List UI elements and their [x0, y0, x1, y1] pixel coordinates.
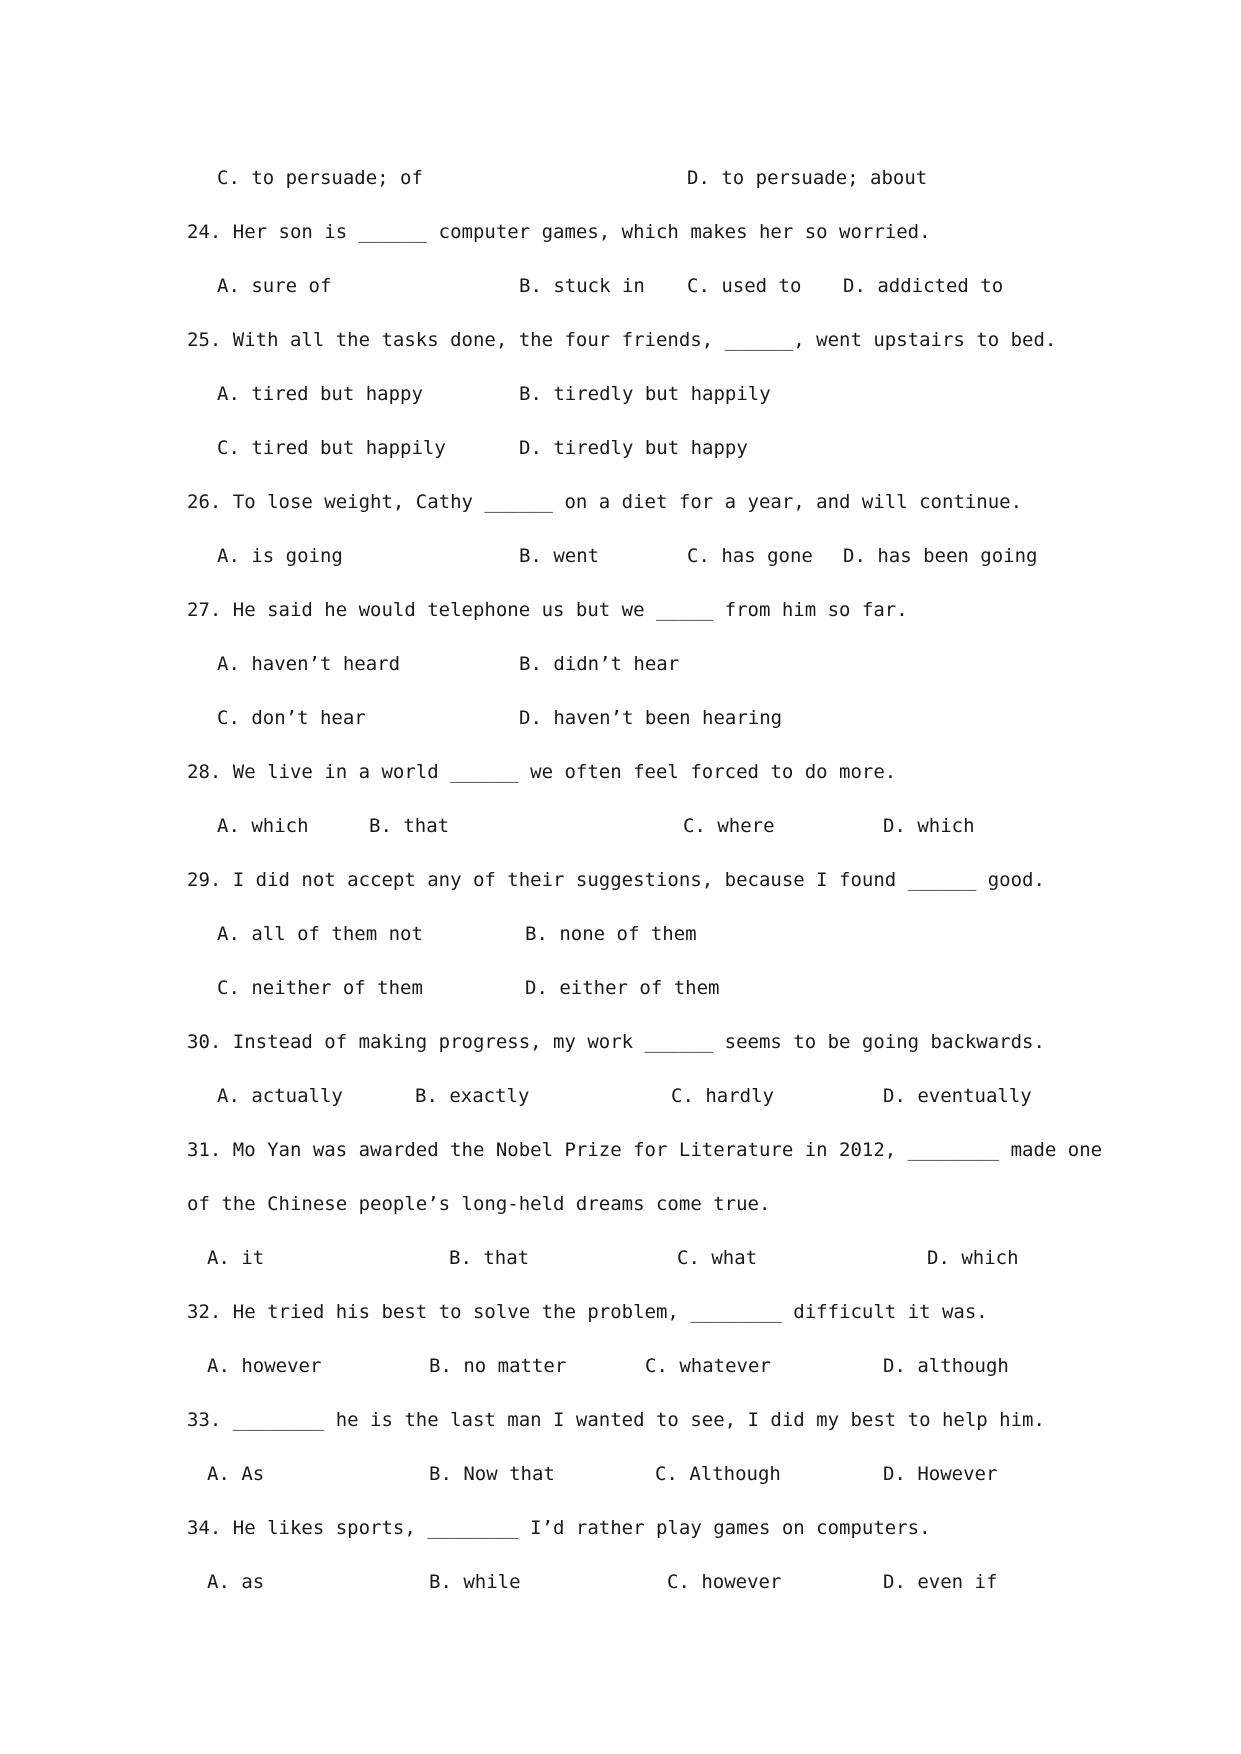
option-a-30: A. actually	[217, 1085, 343, 1107]
question-34: 34. He likes sports, ________ I’d rather play games on computers.	[187, 1517, 931, 1539]
option-a-28: A. which	[217, 815, 309, 837]
option-d-25: D. tiredly but happy	[519, 437, 748, 459]
option-b-27: B. didn’t hear	[519, 653, 680, 675]
option-a-26: A. is going	[217, 545, 343, 567]
question-25: 25. With all the tasks done, the four friends, ______, went upstairs to bed.	[187, 329, 1057, 351]
option-b-32: B. no matter	[429, 1355, 567, 1377]
option-b-30: B. exactly	[415, 1085, 530, 1107]
option-b-24: B. stuck in	[519, 275, 645, 297]
question-26: 26. To lose weight, Cathy ______ on a diet for a year, and will continue.	[187, 491, 1023, 513]
option-d-23: D. to persuade; about	[687, 167, 928, 189]
option-b-26: B. went	[519, 545, 600, 567]
option-c-32: C. whatever	[645, 1355, 771, 1377]
option-b-28: B. that	[369, 815, 450, 837]
option-c-31: C. what	[677, 1247, 758, 1269]
option-d-31: D. which	[927, 1247, 1019, 1269]
question-28: 28. We live in a world ______ we often feel forced to do more.	[187, 761, 897, 783]
option-d-34: D. even if	[883, 1571, 998, 1593]
option-b-33: B. Now that	[429, 1463, 555, 1485]
option-d-33: D. However	[883, 1463, 998, 1485]
option-b-25: B. tiredly but happily	[519, 383, 771, 405]
option-c-26: C. has gone	[687, 545, 813, 567]
option-a-33: A. As	[207, 1463, 265, 1485]
question-29: 29. I did not accept any of their suggestions, because I found ______ good.	[187, 869, 1045, 891]
option-c-33: C. Although	[655, 1463, 781, 1485]
option-d-26: D. has been going	[843, 545, 1038, 567]
option-c-29: C. neither of them	[217, 977, 423, 999]
option-b-31: B. that	[449, 1247, 530, 1269]
option-c-25: C. tired but happily	[217, 437, 446, 459]
question-30: 30. Instead of making progress, my work ______ seems to be going backwards.	[187, 1031, 1045, 1053]
option-c-28: C. where	[683, 815, 775, 837]
option-a-25: A. tired but happy	[217, 383, 423, 405]
option-d-27: D. haven’t been hearing	[519, 707, 783, 729]
question-24: 24. Her son is ______ computer games, which makes her so worried.	[187, 221, 931, 243]
option-d-28: D. which	[883, 815, 975, 837]
option-d-32: D. although	[883, 1355, 1009, 1377]
question-32: 32. He tried his best to solve the problem, ________ difficult it was.	[187, 1301, 988, 1323]
option-a-31: A. it	[207, 1247, 265, 1269]
option-a-24: A. sure of	[217, 275, 332, 297]
option-c-24: C. used to	[687, 275, 802, 297]
question-31: 31. Mo Yan was awarded the Nobel Prize for Literature in 2012, ________ made one	[187, 1139, 1103, 1161]
question-33: 33. ________ he is the last man I wanted to see, I did my best to help him.	[187, 1409, 1045, 1431]
option-c-30: C. hardly	[671, 1085, 774, 1107]
option-a-27: A. haven’t heard	[217, 653, 401, 675]
option-c-27: C. don’t hear	[217, 707, 366, 729]
option-c-34: C. however	[667, 1571, 782, 1593]
question-27: 27. He said he would telephone us but we _____ from him so far.	[187, 599, 908, 621]
option-a-34: A. as	[207, 1571, 265, 1593]
option-b-34: B. while	[429, 1571, 521, 1593]
option-d-29: D. either of them	[525, 977, 720, 999]
option-c-23: C. to persuade; of	[217, 167, 423, 189]
option-a-32: A. however	[207, 1355, 322, 1377]
option-b-29: B. none of them	[525, 923, 697, 945]
option-a-29: A. all of them not	[217, 923, 423, 945]
option-d-24: D. addicted to	[843, 275, 1004, 297]
question-31-cont: of the Chinese people’s long-held dreams come true.	[187, 1193, 771, 1215]
option-d-30: D. eventually	[883, 1085, 1032, 1107]
